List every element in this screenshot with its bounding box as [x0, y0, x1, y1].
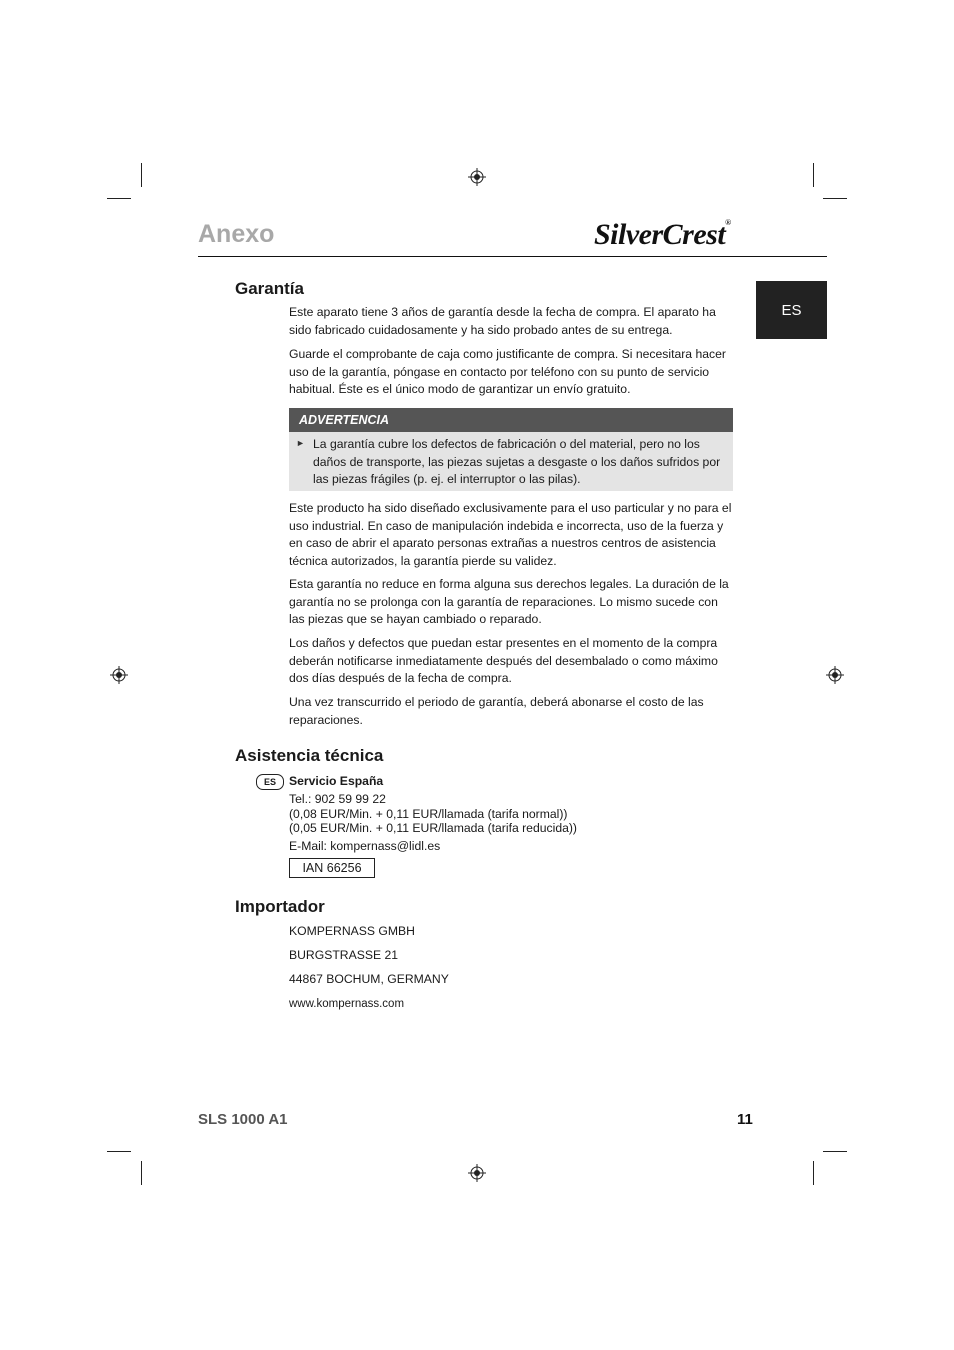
section-title: Anexo — [198, 220, 275, 248]
importer-website: www.kompernass.com — [289, 998, 405, 1010]
language-tab: ES — [756, 281, 827, 339]
header-divider — [198, 256, 827, 257]
service-rate-normal: (0,08 EUR/Min. + 0,11 EUR/llamada (tarifa normal)) — [289, 807, 568, 821]
crop-mark-icon — [141, 163, 142, 187]
page-number: 11 — [737, 1111, 753, 1128]
registration-mark-icon — [468, 1164, 486, 1182]
country-badge: ES — [256, 774, 284, 790]
crop-mark-icon — [823, 1151, 847, 1152]
service-rate-reduced: (0,05 EUR/Min. + 0,11 EUR/llamada (tarifa reducida)) — [289, 821, 577, 835]
garantia-paragraph-5: Los daños y defectos que puedan estar presentes en el momento de la compra deberán notificarse inmediatamente después del desembalado o como máximo dos días después de la fecha de compra. — [289, 636, 718, 685]
crop-mark-icon — [813, 1161, 814, 1185]
asistencia-heading: Asistencia técnica — [235, 746, 384, 765]
garantia-heading: Garantía — [235, 279, 304, 298]
crop-mark-icon — [813, 163, 814, 187]
importer-city: 44867 BOCHUM, GERMANY — [289, 972, 449, 986]
warning-box — [289, 408, 733, 491]
crop-mark-icon — [141, 1161, 142, 1185]
importador-heading: Importador — [235, 897, 325, 916]
ian-number: IAN 66256 — [289, 858, 375, 878]
trademark-symbol: ® — [725, 218, 731, 227]
garantia-paragraph-6: Una vez transcurrido el periodo de garantía, deberá abonarse el costo de las reparaciones. — [289, 695, 704, 727]
triangle-right-icon: ► — [296, 438, 305, 448]
registration-mark-icon — [468, 168, 486, 186]
brand-logo — [594, 218, 731, 252]
service-title: Servicio España — [289, 774, 384, 788]
garantia-paragraph-3: Este producto ha sido diseñado exclusivamente para el uso particular y no para el uso industrial. En caso de manipulación indebida e incorrecta, uso de la fuerza y en caso de abrir el aparato personas extrañas a nuestros centros de asistencia técnica autorizados, la garantía pierde su validez. — [289, 501, 732, 568]
service-phone: Tel.: 902 59 99 22 — [289, 792, 386, 806]
garantia-paragraph-4: Esta garantía no reduce en forma alguna sus derechos legales. La duración de la garantía no se prolonga con la garantía de reparaciones. Lo mismo sucede con las piezas que se hayan cambiado o reparado. — [289, 577, 729, 626]
crop-mark-icon — [823, 198, 847, 199]
warning-title: ADVERTENCIA — [289, 408, 733, 432]
garantia-paragraph-1: Este aparato tiene 3 años de garantía desde la fecha de compra. El aparato ha sido fabricado cuidadosamente y ha sido probado antes de su entrega. — [289, 305, 716, 337]
footer-model: SLS 1000 A1 — [198, 1111, 288, 1128]
registration-mark-icon — [826, 666, 844, 684]
garantia-paragraph-2: Guarde el comprobante de caja como justificante de compra. Si necesitara hacer uso de la garantía, póngase en contacto por teléfono con su punto de servicio habitual. Éste es el único modo de garantizar un envío gratuito. — [289, 347, 726, 396]
crop-mark-icon — [107, 1151, 131, 1152]
brand-name: SilverCrest — [594, 218, 726, 251]
warning-text: La garantía cubre los defectos de fabricación o del material, pero no los daños de transporte, las piezas sujetas a desgaste o los daños sufridos por las piezas frágiles (p. ej. el interruptor o las pilas). — [313, 437, 721, 486]
service-email: E-Mail: kompernass@lidl.es — [289, 839, 441, 853]
registration-mark-icon — [110, 666, 128, 684]
crop-mark-icon — [107, 198, 131, 199]
importer-company: KOMPERNASS GMBH — [289, 924, 415, 938]
importer-street: BURGSTRASSE 21 — [289, 948, 399, 962]
